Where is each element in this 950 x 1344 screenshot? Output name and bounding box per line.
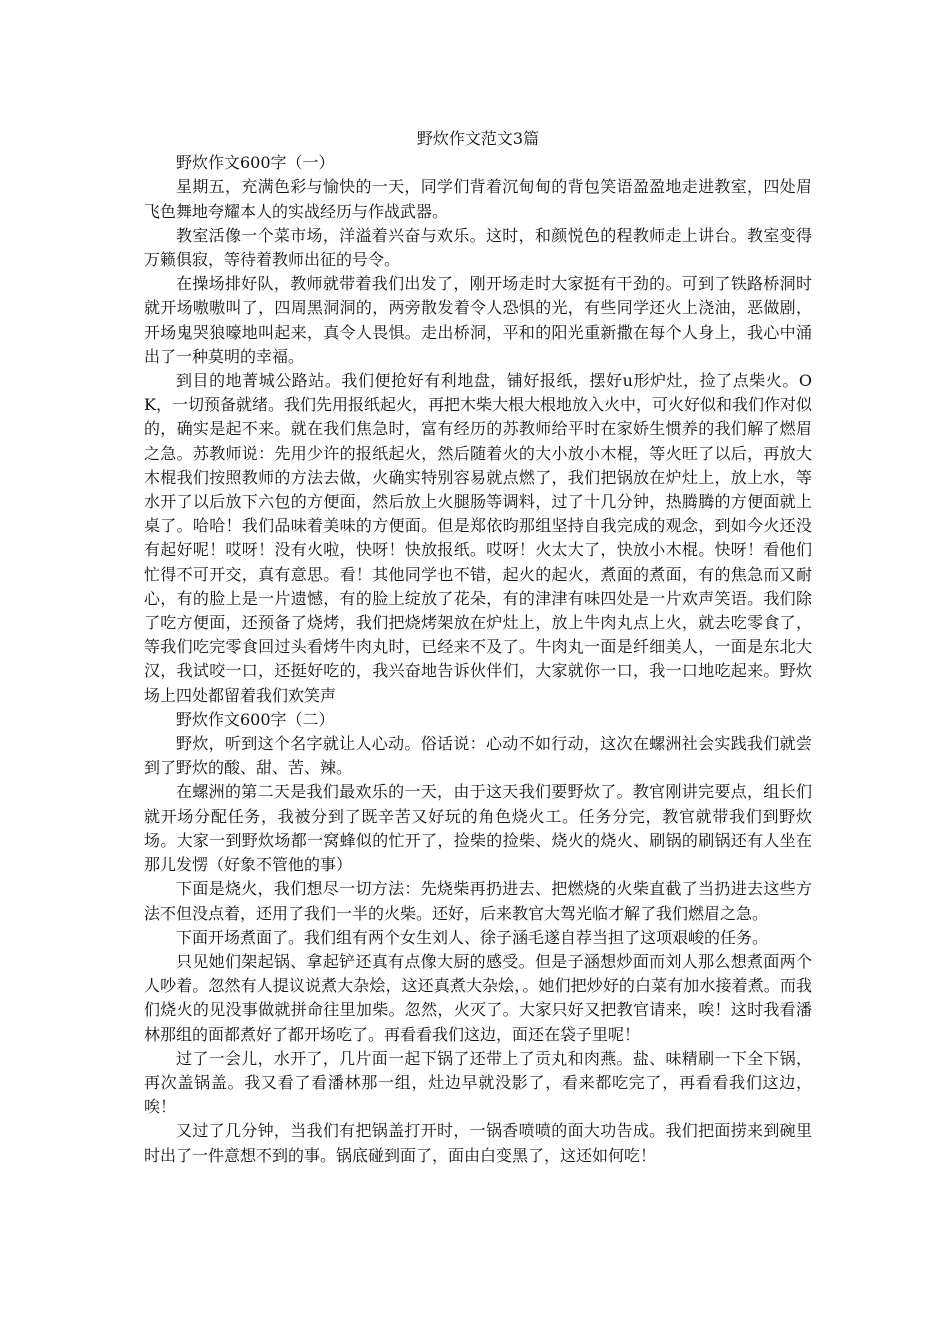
section-heading: 野炊作文600字（一） bbox=[176, 153, 335, 173]
document-body bbox=[144, 127, 812, 1168]
paragraph: 过了一会儿，水开了，几片面一起下锅了还带上了贡丸和肉燕。盐、味精刷一下全下锅，再次盖锅盖。我又看了看潘林那一组，灶边早就没影了，看来都吃完了，再看看我们这边，唉！ bbox=[144, 1048, 812, 1117]
document-title: 野炊作文范文3篇 bbox=[416, 129, 540, 148]
paragraph: 到目的地菁城公路站。我们便抢好有利地盘，铺好报纸，摆好u形炉灶，捡了点柴火。OK，一切预备就绪。我们先用报纸起火，再把木柴大根大根地放入火中，可火好似和我们作对似的，确实是起不来。就在我们焦急时，富有经历的苏教师给平时在家娇生惯养的我们解了燃眉之急。苏教师说：先用少许的报纸起火，然后随着火的大小放小木棍，等火旺了以后，再放大木棍我们按照教师的方法去做，火确实特别容易就点燃了，我们把锅放在炉灶上，放上水，等水开了以后放下六包的方便面，然后放上火腿肠等调料，过了十几分钟，热腾腾的方便面就上桌了。哈哈！我们品味着美味的方便面。但是郑依昀那组坚持自我完成的观念，到如今火还没有起好呢！哎呀！没有火啦，快呀！快放报纸。哎呀！火太大了，快放小木棍。快呀！看他们忙得不可开交，真有意思。看！其他同学也不错，起火的起火，煮面的煮面，有的焦急而又耐心，有的脸上是一片遗憾，有的脸上绽放了花朵，有的津津有味四处是一片欢声笑语。我们除了吃方便面，还预备了烧烤，我们把烧烤架放在炉灶上，放上牛肉丸点上火，就去吃零食了，等我们吃完零食回过头看烤牛肉丸时，已经来不及了。牛肉丸一面是纤细美人，一面是东北大汉，我试咬一口，还挺好吃的，我兴奋地告诉伙伴们，大家就你一口，我一口地吃起来。野炊场上四处都留着我们欢笑声 bbox=[144, 371, 812, 705]
paragraph: 星期五，充满色彩与愉快的一天，同学们背着沉甸甸的背包笑语盈盈地走进教室，四处眉飞色舞地夸耀本人的实战经历与作战武器。 bbox=[144, 177, 812, 221]
paragraph: 又过了几分钟，当我们有把锅盖打开时，一锅香喷喷的面大功告成。我们把面捞来到碗里时出了一件意想不到的事。锅底碰到面了，面由白变黑了，这还如何吃！ bbox=[144, 1121, 812, 1165]
section-two bbox=[144, 708, 812, 1168]
paragraph: 下面是烧火，我们想尽一切方法：先烧柴再扔进去、把燃烧的火柴直截了当扔进去这些方法不但没点着，还用了我们一半的火柴。还好，后来教官大驾光临才解了我们燃眉之急。 bbox=[144, 879, 812, 923]
paragraph: 只见她们架起锅、拿起铲还真有点像大厨的感受。但是子涵想炒面而刘人那么想煮面两个人吵着。忽然有人提议说煮大杂烩，这还真煮大杂烩，。她们把炒好的白菜有加水接着煮。而我们烧火的见没事做就拼命往里加柴。忽然，火灭了。大家只好又把教官请来，唉！这时我看潘林那组的面都煮好了都开场吃了。再看看我们这边，面还在袋子里呢！ bbox=[144, 951, 812, 1044]
paragraph: 在螺洲的第二天是我们最欢乐的一天，由于这天我们要野炊了。教官刚讲完要点，组长们就开场分配任务，我被分到了既辛苦又好玩的角色烧火工。任务分完，教官就带我们到野炊场。大家一到野炊场都一窝蜂似的忙开了，捡柴的捡柴、烧火的烧火、刷锅的刷锅还有人坐在那儿发愣（好象不管他的事） bbox=[144, 782, 812, 875]
paragraph: 教室活像一个菜市场，洋溢着兴奋与欢乐。这时，和颜悦色的程教师走上讲台。教室变得万籁俱寂，等待着教师出征的号令。 bbox=[144, 225, 812, 270]
paragraph: 野炊，听到这个名字就让人心动。俗话说：心动不如行动，这次在螺洲社会实践我们就尝到了野炊的酸、甜、苦、辣。 bbox=[144, 734, 812, 778]
section-heading: 野炊作文600字（二） bbox=[176, 709, 335, 729]
paragraph: 下面开场煮面了。我们组有两个女生刘人、徐子涵毛遂自荐当担了这项艰峻的任务。 bbox=[176, 927, 769, 947]
section-one bbox=[144, 151, 812, 708]
paragraph: 在操场排好队，教师就带着我们出发了，刚开场走时大家挺有干劲的。可到了铁路桥洞时就开场嗷嗷叫了，四周黑洞洞的，两旁散发着令人恐惧的光，有些同学还火上浇油，恶做剧，开场鬼哭狼嚎地叫起来，真令人畏惧。走出桥洞，平和的阳光重新撒在每个人身上，我心中涌出了一种莫明的幸福。 bbox=[144, 274, 812, 366]
